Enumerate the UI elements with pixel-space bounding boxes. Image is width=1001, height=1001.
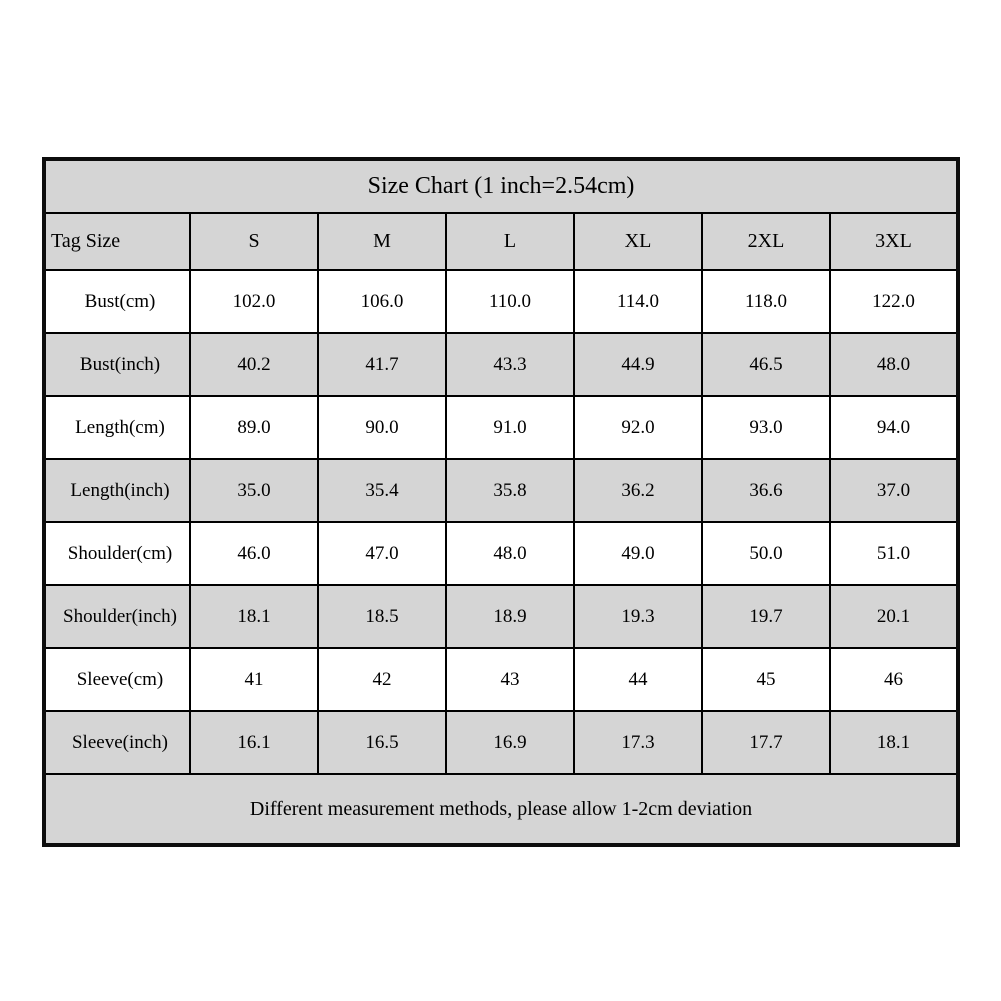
table-cell: 20.1	[830, 585, 958, 648]
footer-note: Different measurement methods, please allow 1-2cm deviation	[44, 774, 958, 845]
table-row-shoulder-cm	[44, 522, 958, 585]
table-row-bust-cm	[44, 270, 958, 333]
table-cell: 118.0	[702, 270, 830, 333]
table-cell: 49.0	[574, 522, 702, 585]
table-row-shoulder-inch	[44, 585, 958, 648]
table-cell: 18.5	[318, 585, 446, 648]
table-row-length-inch	[44, 459, 958, 522]
table-cell: 47.0	[318, 522, 446, 585]
column-header-2xl: 2XL	[702, 213, 830, 270]
table-cell: 16.1	[190, 711, 318, 774]
table-cell: 46.5	[702, 333, 830, 396]
row-label: Bust(inch)	[44, 333, 190, 396]
table-cell: 89.0	[190, 396, 318, 459]
table-cell: 16.9	[446, 711, 574, 774]
column-header-tag-size: Tag Size	[44, 213, 190, 270]
table-cell: 43.3	[446, 333, 574, 396]
table-cell: 106.0	[318, 270, 446, 333]
table-cell: 41	[190, 648, 318, 711]
column-header-s: S	[190, 213, 318, 270]
row-label: Sleeve(inch)	[44, 711, 190, 774]
table-cell: 44.9	[574, 333, 702, 396]
table-cell: 102.0	[190, 270, 318, 333]
table-row-sleeve-cm	[44, 648, 958, 711]
column-header-m: M	[318, 213, 446, 270]
size-chart-table	[42, 157, 960, 847]
table-cell: 46	[830, 648, 958, 711]
size-chart	[42, 157, 960, 847]
table-cell: 16.5	[318, 711, 446, 774]
table-cell: 17.7	[702, 711, 830, 774]
table-cell: 114.0	[574, 270, 702, 333]
column-header-3xl: 3XL	[830, 213, 958, 270]
table-cell: 19.7	[702, 585, 830, 648]
table-cell: 50.0	[702, 522, 830, 585]
table-cell: 90.0	[318, 396, 446, 459]
table-cell: 35.0	[190, 459, 318, 522]
table-cell: 94.0	[830, 396, 958, 459]
table-cell: 44	[574, 648, 702, 711]
column-header-xl: XL	[574, 213, 702, 270]
table-cell: 41.7	[318, 333, 446, 396]
table-cell: 37.0	[830, 459, 958, 522]
column-header-l: L	[446, 213, 574, 270]
table-cell: 36.2	[574, 459, 702, 522]
table-cell: 35.8	[446, 459, 574, 522]
table-cell: 45	[702, 648, 830, 711]
table-cell: 93.0	[702, 396, 830, 459]
table-cell: 18.1	[190, 585, 318, 648]
table-cell: 46.0	[190, 522, 318, 585]
row-label: Shoulder(inch)	[44, 585, 190, 648]
table-cell: 35.4	[318, 459, 446, 522]
table-row-sleeve-inch	[44, 711, 958, 774]
table-cell: 19.3	[574, 585, 702, 648]
table-cell: 51.0	[830, 522, 958, 585]
table-cell: 48.0	[446, 522, 574, 585]
table-cell: 18.9	[446, 585, 574, 648]
row-label: Length(cm)	[44, 396, 190, 459]
row-label: Bust(cm)	[44, 270, 190, 333]
table-cell: 43	[446, 648, 574, 711]
table-cell: 42	[318, 648, 446, 711]
row-label: Sleeve(cm)	[44, 648, 190, 711]
table-cell: 40.2	[190, 333, 318, 396]
table-cell: 122.0	[830, 270, 958, 333]
table-cell: 18.1	[830, 711, 958, 774]
table-cell: 92.0	[574, 396, 702, 459]
header-row	[44, 213, 958, 270]
table-cell: 48.0	[830, 333, 958, 396]
row-label: Length(inch)	[44, 459, 190, 522]
title-row	[44, 159, 958, 213]
footer-row	[44, 774, 958, 845]
table-cell: 17.3	[574, 711, 702, 774]
table-row-bust-inch	[44, 333, 958, 396]
table-cell: 91.0	[446, 396, 574, 459]
table-cell: 36.6	[702, 459, 830, 522]
table-row-length-cm	[44, 396, 958, 459]
table-cell: 110.0	[446, 270, 574, 333]
chart-title: Size Chart (1 inch=2.54cm)	[44, 159, 958, 213]
row-label: Shoulder(cm)	[44, 522, 190, 585]
